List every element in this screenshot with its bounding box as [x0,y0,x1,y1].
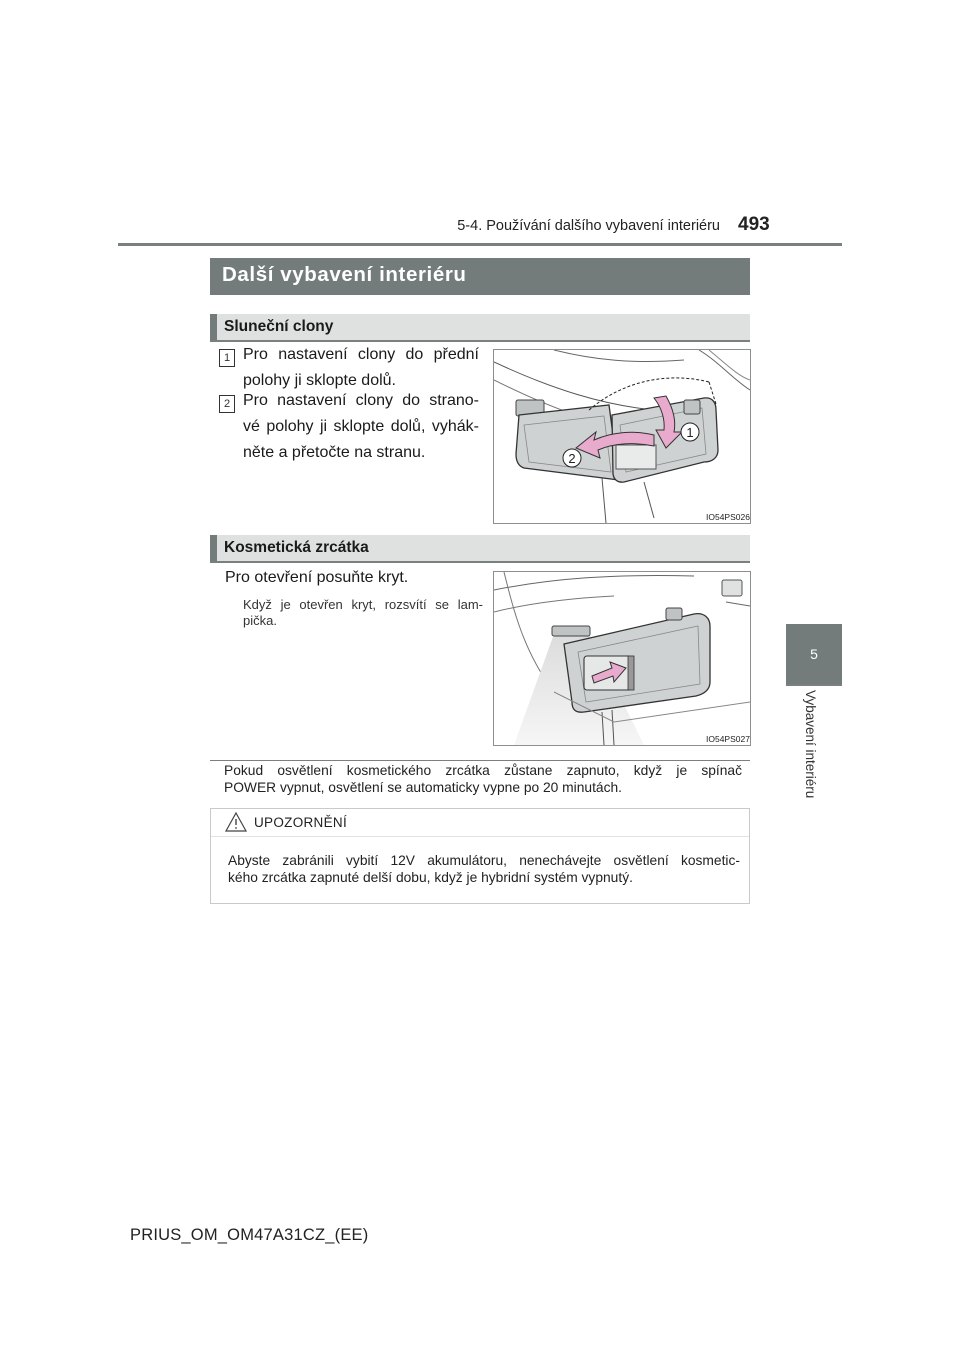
note-rule [210,760,750,761]
page-title-band [210,258,750,295]
vanity-mirror-illustration [493,571,751,746]
header-rule [118,243,842,246]
chapter-title-vertical [800,690,828,850]
sun-visor-drawing [494,350,750,523]
section-title: Kosmetická zrcátka [224,539,369,556]
vanity-subnote: Když je otevřen kryt, rozsvítí se lam- pička. [243,597,483,628]
warning-text: Abyste zabránili vybití 12V akumulátoru, nenechávejte osvětlení kosmetic- kého zrcátka zapnuté delší dobu, když je hybridní systém vypnutý. [228,853,740,885]
step-number-badge: 1 [219,349,235,367]
page-title: Další vybavení interiéru [222,263,467,286]
section-heading-sun-visors [210,314,750,342]
warning-title: UPOZORNĚNÍ [254,815,348,830]
sun-visor-illustration [493,349,751,524]
warning-triangle-icon [224,811,248,833]
chapter-number: 5 [810,646,818,662]
chapter-title: Vybavení interiéru [803,690,818,799]
figure-code: IO54PS027 [706,734,750,744]
document-code-footer: PRIUS_OM_OM47A31CZ_(EE) [130,1226,369,1244]
vanity-mirror-drawing [494,572,750,745]
callout-2: 2 [568,451,576,466]
chapter-tab [786,624,842,684]
vanity-instruction: Pro otevření posuňte kryt. [225,569,409,586]
step-number-badge: 2 [219,395,235,413]
figure-code: IO54PS026 [706,512,750,522]
power-note: Pokud osvětlení kosmetického zrcátka zůstane zapnuto, když je spínač POWER vypnut, osvětlení se automaticky vypne po 20 minutách. [224,763,742,795]
chapter-tab-rule [786,684,842,686]
section-title: Sluneční clony [224,318,334,335]
section-heading-vanity-mirrors [210,535,750,563]
step-1-text: Pro nastavení clony do přední polohy ji sklopte dolů. [243,346,479,389]
warning-divider [211,836,749,837]
step-2-text: Pro nastavení clony do strano- vé polohy ji sklopte dolů, vyhák- něte a přetočte na stranu. [243,392,479,461]
running-header-section: 5-4. Používání dalšího vybavení interiéru [457,218,720,234]
page-number: 493 [738,214,770,235]
callout-1: 1 [686,425,694,440]
